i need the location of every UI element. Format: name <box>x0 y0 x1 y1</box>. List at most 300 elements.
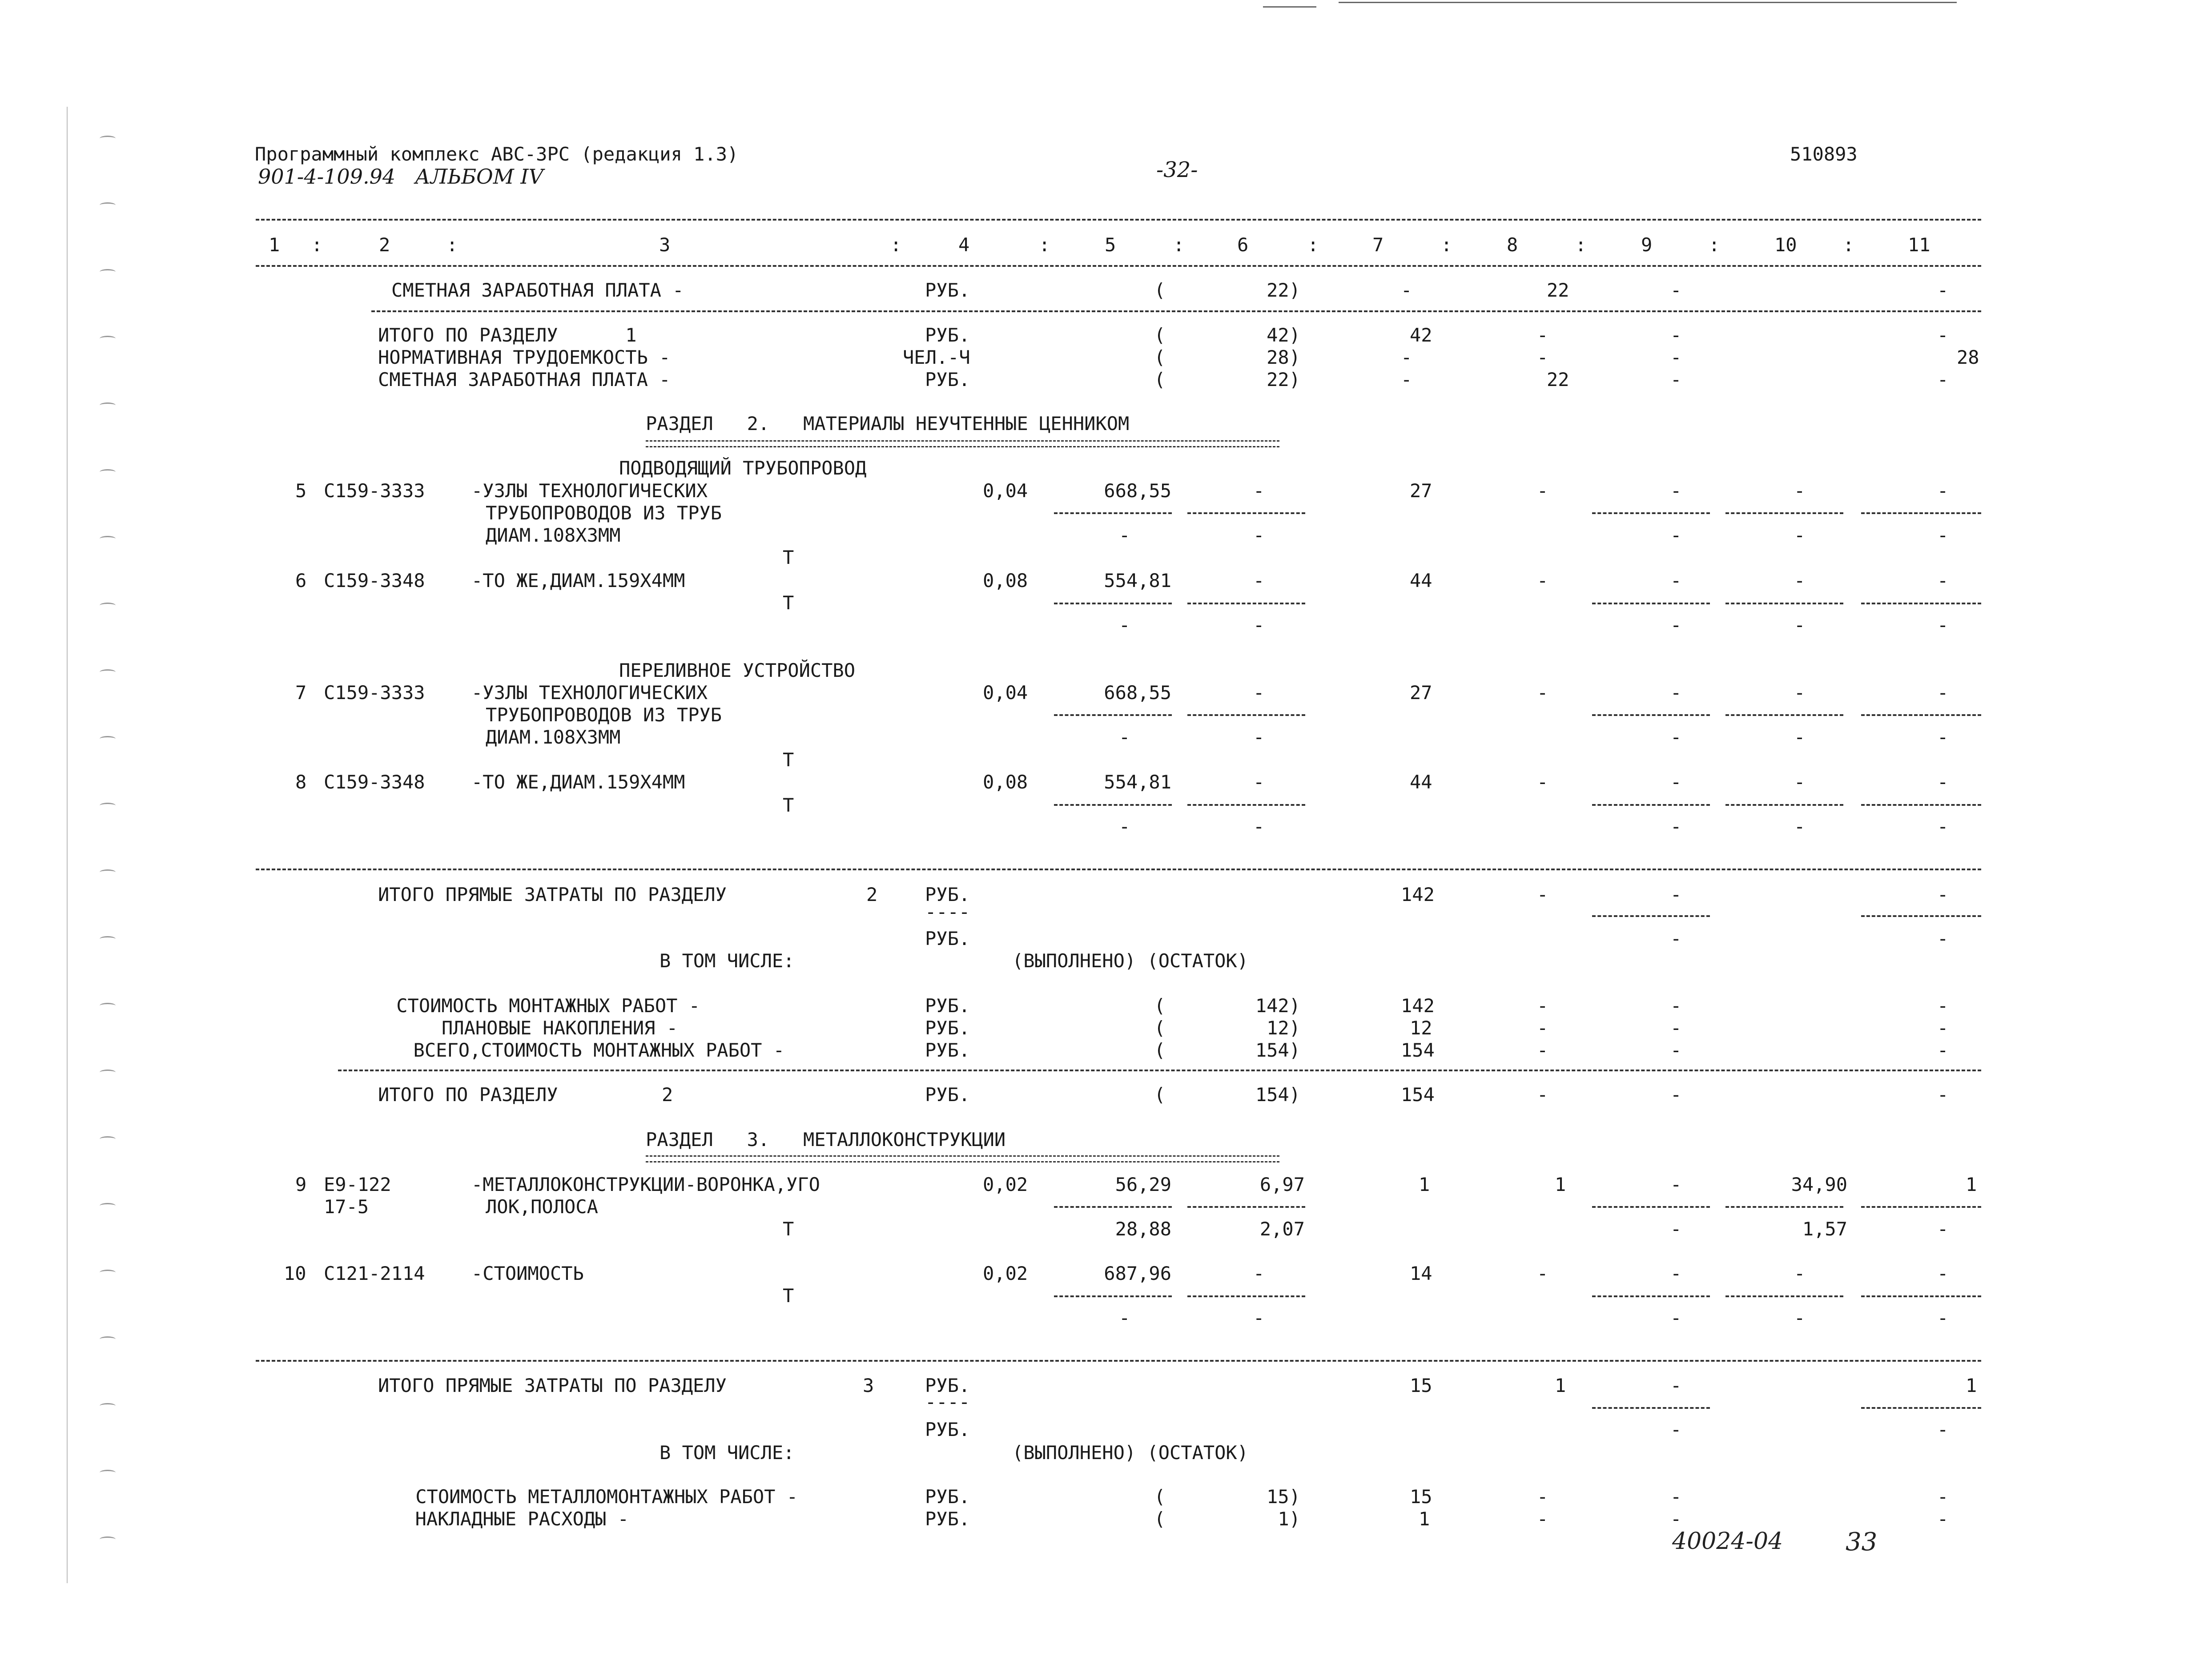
handwritten-code: 40024-04 <box>1672 1528 1783 1555</box>
cell-c7: 142 <box>1401 884 1435 905</box>
cell-qty: 0,02 <box>983 1263 1028 1284</box>
punch-hole-mark <box>100 669 116 675</box>
col-sep: : <box>1441 234 1452 256</box>
cell-c8: 1 <box>1555 1375 1566 1396</box>
cell-c8: - <box>1537 1017 1548 1039</box>
cell-c6: ( 154) <box>1154 1039 1300 1061</box>
cell-c7: 142 <box>1401 995 1435 1017</box>
row-label: СМЕТНАЯ ЗАРАБОТНАЯ ПЛАТА - <box>378 369 671 390</box>
cell-c6: ( 154) <box>1154 1084 1300 1106</box>
cell-qty: 0,08 <box>983 771 1028 793</box>
item-t: Т <box>783 1218 794 1240</box>
cell-rule <box>1861 714 1981 716</box>
punch-hole-mark <box>100 269 116 275</box>
row-unit: РУБ. <box>925 324 970 346</box>
cell-c8: - <box>1537 1486 1548 1508</box>
item-t: Т <box>783 794 794 816</box>
punch-hole-mark <box>100 336 116 342</box>
cell-rule <box>1861 1295 1981 1297</box>
row-unit: РУБ. <box>925 1419 970 1440</box>
cell-c6: ( 15) <box>1154 1486 1300 1508</box>
cell-c9: - <box>1670 570 1682 591</box>
cell-c7: 44 <box>1410 570 1432 591</box>
punch-hole-mark <box>100 1136 116 1142</box>
cell-c11: - <box>1937 480 1949 502</box>
cell-c7: - <box>1401 369 1412 390</box>
page-number: -32- <box>1156 157 1198 182</box>
row-unit: РУБ. <box>925 928 970 949</box>
cell-low6: - <box>1253 524 1265 546</box>
item-code: С159-3333 <box>324 682 425 704</box>
row-label: ВСЕГО,СТОИМОСТЬ МОНТАЖНЫХ РАБОТ - <box>413 1039 784 1061</box>
cell-c7: 27 <box>1410 682 1432 704</box>
punch-hole-mark <box>100 1470 116 1476</box>
row-rule <box>371 310 1981 312</box>
cell-rule <box>1187 1206 1305 1208</box>
cell-low6: - <box>1253 726 1265 748</box>
row-label: СМЕТНАЯ ЗАРАБОТНАЯ ПЛАТА - <box>391 279 684 301</box>
col-sep: : <box>1843 234 1854 256</box>
col-sep: : <box>1173 234 1185 256</box>
section-title-underline <box>646 1155 1279 1162</box>
item-code: С159-3348 <box>324 771 425 793</box>
punch-hole-mark <box>100 803 116 808</box>
cell-c7: 44 <box>1410 771 1432 793</box>
cell-c6: ( 42) <box>1154 324 1300 346</box>
punch-hole-mark <box>100 202 116 208</box>
cell-c7: 15 <box>1410 1375 1432 1396</box>
cell-c7: 42 <box>1410 324 1432 346</box>
cell-low9: - <box>1670 928 1682 949</box>
punch-hole-mark <box>100 936 116 942</box>
cell-c9: - <box>1670 1375 1682 1396</box>
row-label: ИТОГО ПО РАЗДЕЛУ <box>378 1084 558 1106</box>
cell-c11: 1 <box>1966 1375 1977 1396</box>
row-unit: РУБ. <box>925 1084 970 1106</box>
cell-c8: - <box>1537 1084 1548 1106</box>
cell-c9: - <box>1670 480 1682 502</box>
row-unit: РУБ. <box>925 1508 970 1530</box>
cell-price: 668,55 <box>1104 480 1171 502</box>
top-edge-mark <box>1339 2 1957 3</box>
cell-c9: - <box>1670 884 1682 905</box>
row-section-number: 2 <box>662 1084 673 1106</box>
top-edge-mark-short <box>1263 6 1316 8</box>
cell-rule <box>1725 603 1843 604</box>
cell-low6: 2,07 <box>1259 1218 1305 1240</box>
cell-qty: 0,08 <box>983 570 1028 591</box>
col-header-5: 5 <box>1105 234 1116 256</box>
cell-c9: - <box>1670 346 1682 368</box>
cell-c8: - <box>1537 570 1548 591</box>
item-t: Т <box>783 1285 794 1307</box>
cell-price: 668,55 <box>1104 682 1171 704</box>
cell-low5: - <box>1119 524 1130 546</box>
cell-rule <box>1187 714 1305 716</box>
col-header-2: 2 <box>379 234 390 256</box>
cell-c9: - <box>1670 1017 1682 1039</box>
cell-rule <box>1861 1206 1981 1208</box>
cell-low11: - <box>1937 1419 1949 1440</box>
cell-c7: 14 <box>1410 1263 1432 1284</box>
row-unit: РУБ. <box>925 1375 970 1396</box>
cell-c9: - <box>1670 682 1682 704</box>
item-code: С121-2114 <box>324 1263 425 1284</box>
header-bottom-rule <box>256 265 1981 267</box>
cell-c10: - <box>1794 570 1806 591</box>
cell-c11: - <box>1937 369 1949 390</box>
cell-c10: 34,90 <box>1791 1174 1847 1195</box>
item-code: Е9-122 <box>324 1174 391 1195</box>
cell-low9: - <box>1670 1307 1682 1329</box>
section-rule <box>256 869 1981 870</box>
cell-c9: - <box>1670 1039 1682 1061</box>
cell-c8: - <box>1537 771 1548 793</box>
cell-c11: - <box>1937 995 1949 1017</box>
cell-c11: - <box>1937 324 1949 346</box>
col-header-11: 11 <box>1908 234 1930 256</box>
cell-c11: - <box>1937 1039 1949 1061</box>
cell-c8: - <box>1537 1508 1548 1530</box>
row-unit: РУБ. <box>925 369 970 390</box>
cell-rule <box>1187 512 1305 514</box>
cell-c9: - <box>1670 279 1682 301</box>
item-code-2: 17-5 <box>324 1196 369 1218</box>
col-header-8: 8 <box>1507 234 1518 256</box>
item-desc: ДИАМ.108Х3ММ <box>486 726 621 748</box>
row-label: ИТОГО ПРЯМЫЕ ЗАТРАТЫ ПО РАЗДЕЛУ <box>378 884 727 905</box>
col-header-4: 4 <box>958 234 970 256</box>
punch-hole-mark <box>100 1003 116 1009</box>
cell-rule <box>1725 804 1843 806</box>
row-label: НАКЛАДНЫЕ РАСХОДЫ - <box>415 1508 629 1530</box>
cell-price: 56,29 <box>1115 1174 1171 1195</box>
cell-low5: - <box>1119 816 1130 837</box>
cell-price: 554,81 <box>1104 570 1171 591</box>
row-unit: РУБ. <box>925 1486 970 1508</box>
row-section-number: 2 <box>866 884 878 905</box>
done-rest-label: (ВЫПОЛНЕНО) (ОСТАТОК) <box>1012 1442 1249 1464</box>
cell-low6: - <box>1253 1307 1265 1329</box>
punch-hole-mark <box>100 1270 116 1275</box>
cell-low9: - <box>1670 1218 1682 1240</box>
cell-low9: - <box>1670 726 1682 748</box>
cell-low11: - <box>1937 1218 1949 1240</box>
cell-c7: 12 <box>1410 1017 1432 1039</box>
col-header-9: 9 <box>1641 234 1653 256</box>
cell-low5: - <box>1119 1307 1130 1329</box>
cell-c11: - <box>1937 279 1949 301</box>
cell-rule <box>1725 714 1843 716</box>
row-unit: РУБ. <box>925 1039 970 1061</box>
including-label: В ТОМ ЧИСЛЕ: <box>660 950 795 972</box>
cell-c6: ( 22) <box>1154 369 1300 390</box>
cell-rule <box>1861 603 1981 604</box>
cell-rule <box>1592 915 1710 917</box>
cell-rule <box>1725 1295 1843 1297</box>
item-number: 7 <box>295 682 307 704</box>
cell-c8: 1 <box>1555 1174 1566 1195</box>
cell-c11: - <box>1937 682 1949 704</box>
cell-c8: - <box>1537 995 1548 1017</box>
section-title: РАЗДЕЛ 3. МЕТАЛЛОКОНСТРУКЦИИ <box>646 1129 1006 1150</box>
cell-c8: 22 <box>1547 279 1569 301</box>
cell-low5: - <box>1119 614 1130 636</box>
cell-c8: - <box>1537 480 1548 502</box>
item-desc: -СТОИМОСТЬ <box>471 1263 584 1284</box>
punch-hole-mark <box>100 736 116 742</box>
cell-rule <box>1725 1206 1843 1208</box>
handwritten-page: 33 <box>1846 1528 1878 1556</box>
row-unit: РУБ. <box>925 1017 970 1039</box>
cell-c11: - <box>1937 1263 1949 1284</box>
cell-c6: - <box>1253 682 1265 704</box>
cell-c9: - <box>1670 1174 1682 1195</box>
cell-low6: - <box>1253 614 1265 636</box>
cell-rule <box>1861 512 1981 514</box>
punch-hole-mark <box>100 1203 116 1209</box>
cell-c10: - <box>1794 480 1806 502</box>
item-number: 9 <box>295 1174 307 1195</box>
punch-hole-mark <box>100 402 116 408</box>
cell-c6: 6,97 <box>1259 1174 1305 1195</box>
cell-low5: - <box>1119 726 1130 748</box>
item-code: С159-3333 <box>324 480 425 502</box>
cell-qty: 0,04 <box>983 682 1028 704</box>
punch-hole-mark <box>100 1536 116 1542</box>
item-number: 8 <box>295 771 307 793</box>
cell-qty: 0,02 <box>983 1174 1028 1195</box>
cell-c6: ( 12) <box>1154 1017 1300 1039</box>
item-code: С159-3348 <box>324 570 425 591</box>
row-section-number: 3 <box>863 1375 874 1396</box>
cell-c11: - <box>1937 884 1949 905</box>
item-desc: ТРУБОПРОВОДОВ ИЗ ТРУБ <box>486 704 722 726</box>
cell-c8: - <box>1537 346 1548 368</box>
cell-rule <box>1592 804 1710 806</box>
cell-c7: 1 <box>1419 1508 1430 1530</box>
punch-hole-mark <box>100 536 116 542</box>
cell-c6: - <box>1253 570 1265 591</box>
cell-low11: - <box>1937 928 1949 949</box>
punch-hole-mark <box>100 1403 116 1409</box>
cell-rule <box>1187 603 1305 604</box>
cell-c9: - <box>1670 1263 1682 1284</box>
section-rule <box>256 1360 1981 1362</box>
unit-dashes: ---- <box>925 1391 970 1413</box>
item-number: 10 <box>284 1263 306 1284</box>
col-header-7: 7 <box>1372 234 1384 256</box>
row-label: СТОИМОСТЬ МОНТАЖНЫХ РАБОТ - <box>396 995 700 1017</box>
cell-c6: ( 28) <box>1154 346 1300 368</box>
item-desc: ЛОК,ПОЛОСА <box>486 1196 598 1218</box>
cell-c6: ( 1) <box>1154 1508 1300 1530</box>
cell-c8: - <box>1537 1039 1548 1061</box>
cell-c8: - <box>1537 1263 1548 1284</box>
cell-low10: - <box>1794 1307 1806 1329</box>
item-number: 6 <box>295 570 307 591</box>
cell-rule <box>1592 603 1710 604</box>
item-desc: -УЗЛЫ ТЕХНОЛОГИЧЕСКИХ <box>471 480 708 502</box>
cell-c7: 154 <box>1401 1084 1435 1106</box>
section-title-underline <box>646 440 1279 447</box>
item-t: Т <box>783 749 794 771</box>
cell-rule <box>1725 512 1843 514</box>
cell-rule <box>1592 1295 1710 1297</box>
col-header-6: 6 <box>1237 234 1249 256</box>
table-top-rule <box>256 219 1981 221</box>
unit-dashes: ---- <box>925 901 970 923</box>
cell-c8: 22 <box>1547 369 1569 390</box>
item-desc: ДИАМ.108Х3ММ <box>486 524 621 546</box>
cell-c11: - <box>1937 1084 1949 1106</box>
cell-c9: - <box>1670 995 1682 1017</box>
cell-low6: - <box>1253 816 1265 837</box>
cell-low9: - <box>1670 816 1682 837</box>
cell-c8: - <box>1537 682 1548 704</box>
item-desc: -ТО ЖЕ,ДИАМ.159Х4ММ <box>471 771 685 793</box>
cell-c11: - <box>1937 1508 1949 1530</box>
cell-rule <box>1054 1206 1172 1208</box>
cell-c6: - <box>1253 1263 1265 1284</box>
cell-low11: - <box>1937 816 1949 837</box>
item-t: Т <box>783 592 794 614</box>
subsection-title: ПОДВОДЯЩИЙ ТРУБОПРОВОД <box>619 457 867 479</box>
including-label: В ТОМ ЧИСЛЕ: <box>660 1442 795 1464</box>
cell-c9: - <box>1670 1084 1682 1106</box>
cell-low5: 28,88 <box>1115 1218 1171 1240</box>
col-sep: : <box>1709 234 1720 256</box>
cell-c7: 27 <box>1410 480 1432 502</box>
row-label: ИТОГО ПРЯМЫЕ ЗАТРАТЫ ПО РАЗДЕЛУ <box>378 1375 727 1396</box>
col-sep: : <box>1575 234 1587 256</box>
cell-c9: - <box>1670 369 1682 390</box>
cell-c6: ( 142) <box>1154 995 1300 1017</box>
program-title: Программный комплекс АВС-3РС (редакция 1.3) <box>255 143 739 165</box>
cell-qty: 0,04 <box>983 480 1028 502</box>
cell-rule <box>1592 512 1710 514</box>
row-label: ИТОГО ПО РАЗДЕЛУ 1 <box>378 324 637 346</box>
cell-c9: - <box>1670 324 1682 346</box>
album-label: 901-4-109.94 АЛЬБОМ IV <box>258 165 543 189</box>
punch-hole-mark <box>100 1336 116 1342</box>
done-rest-label: (ВЫПОЛНЕНО) (ОСТАТОК) <box>1012 950 1249 972</box>
cell-price: 554,81 <box>1104 771 1171 793</box>
cell-c11: 28 <box>1957 346 1979 368</box>
cell-low10: 1,57 <box>1802 1218 1847 1240</box>
cell-c7: 15 <box>1410 1486 1432 1508</box>
row-unit: РУБ. <box>925 995 970 1017</box>
cell-low10: - <box>1794 816 1806 837</box>
item-number: 5 <box>295 480 307 502</box>
cell-c7: 154 <box>1401 1039 1435 1061</box>
cell-price: 687,96 <box>1104 1263 1171 1284</box>
cell-rule <box>1054 603 1172 604</box>
cell-rule <box>1861 1407 1981 1409</box>
col-sep: : <box>311 234 323 256</box>
cell-low11: - <box>1937 614 1949 636</box>
cell-c10: - <box>1794 1263 1806 1284</box>
cell-low9: - <box>1670 614 1682 636</box>
punch-hole-mark <box>100 136 116 141</box>
punch-hole-mark <box>100 869 116 875</box>
item-desc: -МЕТАЛЛОКОНСТРУКЦИИ-ВОРОНКА,УГО <box>471 1174 820 1195</box>
col-header-10: 10 <box>1774 234 1797 256</box>
cell-c6: ( 22) <box>1154 279 1300 301</box>
item-desc: -УЗЛЫ ТЕХНОЛОГИЧЕСКИХ <box>471 682 708 704</box>
cell-c11: - <box>1937 1486 1949 1508</box>
binding-edge-line <box>67 107 68 1583</box>
cell-c6: - <box>1253 771 1265 793</box>
cell-low11: - <box>1937 1307 1949 1329</box>
row-unit: РУБ. <box>925 279 970 301</box>
section-title: РАЗДЕЛ 2. МАТЕРИАЛЫ НЕУЧТЕННЫЕ ЦЕННИКОМ <box>646 413 1130 434</box>
col-header-3: 3 <box>659 234 671 256</box>
col-sep: : <box>1307 234 1319 256</box>
row-label: СТОИМОСТЬ МЕТАЛЛОМОНТАЖНЫХ РАБОТ - <box>415 1486 798 1508</box>
row-unit: ЧЕЛ.-Ч <box>903 346 970 368</box>
cell-c7: - <box>1401 279 1412 301</box>
cell-rule <box>1054 804 1172 806</box>
cell-c8: - <box>1537 324 1548 346</box>
row-label: ПЛАНОВЫЕ НАКОПЛЕНИЯ - <box>441 1017 678 1039</box>
cell-c11: 1 <box>1966 1174 1977 1195</box>
cell-c7: 1 <box>1419 1174 1430 1195</box>
cell-c9: - <box>1670 1486 1682 1508</box>
cell-c11: - <box>1937 771 1949 793</box>
document-code: 510893 <box>1790 143 1858 165</box>
cell-c7: - <box>1401 346 1412 368</box>
col-header-1: 1 <box>269 234 280 256</box>
cell-low11: - <box>1937 524 1949 546</box>
punch-hole-mark <box>100 469 116 475</box>
cell-c11: - <box>1937 570 1949 591</box>
col-sep: : <box>890 234 902 256</box>
row-unit: РУБ. <box>925 884 970 905</box>
cell-rule <box>1861 804 1981 806</box>
cell-rule <box>1187 1295 1305 1297</box>
row-label: НОРМАТИВНАЯ ТРУДОЕМКОСТЬ - <box>378 346 671 368</box>
cell-low10: - <box>1794 524 1806 546</box>
cell-c8: - <box>1537 884 1548 905</box>
cell-c9: - <box>1670 771 1682 793</box>
cell-low11: - <box>1937 726 1949 748</box>
cell-rule <box>1054 1295 1172 1297</box>
cell-c9: - <box>1670 1508 1682 1530</box>
col-sep: : <box>1039 234 1050 256</box>
cell-c10: - <box>1794 771 1806 793</box>
cell-rule <box>1054 714 1172 716</box>
punch-hole-mark <box>100 603 116 608</box>
cell-c6: - <box>1253 480 1265 502</box>
cell-low10: - <box>1794 726 1806 748</box>
cell-low9: - <box>1670 1419 1682 1440</box>
punch-hole-mark <box>100 1070 116 1075</box>
cell-c10: - <box>1794 682 1806 704</box>
subsection-title: ПЕРЕЛИВНОЕ УСТРОЙСТВО <box>619 660 856 681</box>
cell-low10: - <box>1794 614 1806 636</box>
cell-rule <box>1592 1407 1710 1409</box>
cell-rule <box>1592 714 1710 716</box>
cell-low9: - <box>1670 524 1682 546</box>
cell-rule <box>1187 804 1305 806</box>
cell-rule <box>1054 512 1172 514</box>
cell-c11: - <box>1937 1017 1949 1039</box>
item-desc: ТРУБОПРОВОДОВ ИЗ ТРУБ <box>486 502 722 524</box>
cell-rule <box>1861 915 1981 917</box>
item-t: Т <box>783 547 794 568</box>
item-desc: -ТО ЖЕ,ДИАМ.159Х4ММ <box>471 570 685 591</box>
